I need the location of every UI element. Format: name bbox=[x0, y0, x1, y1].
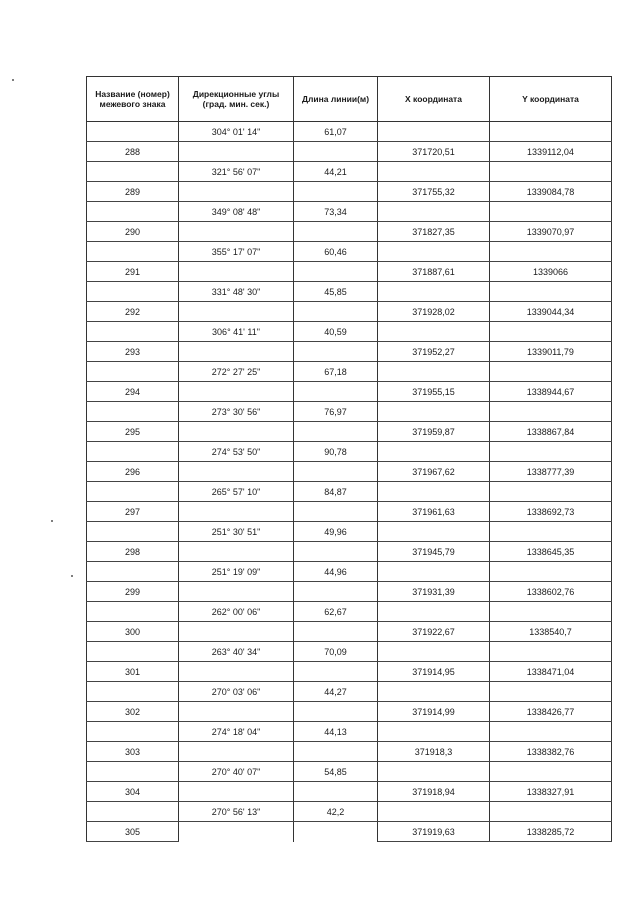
bearing-cell bbox=[179, 302, 294, 322]
bearing-cell bbox=[179, 382, 294, 402]
marker-row bbox=[87, 702, 612, 722]
bearing-cell bbox=[179, 742, 294, 762]
y-coordinate-cell bbox=[490, 362, 612, 382]
bearing-cell bbox=[179, 822, 294, 842]
length-cell: 44,96 bbox=[294, 562, 378, 582]
bearing-cell: 306° 41' 11" bbox=[179, 322, 294, 342]
bearing-cell: 274° 18' 04" bbox=[179, 722, 294, 742]
y-coordinate-cell bbox=[490, 802, 612, 822]
x-coordinate-cell bbox=[378, 402, 490, 422]
y-coordinate-cell: 1338327,91 bbox=[490, 782, 612, 802]
table-body bbox=[87, 122, 612, 842]
marker-row bbox=[87, 822, 612, 842]
marker-name-cell: 293 bbox=[87, 342, 179, 362]
bearing-cell: 304° 01' 14" bbox=[179, 122, 294, 142]
segment-row bbox=[87, 562, 612, 582]
length-cell bbox=[294, 382, 378, 402]
marker-name-cell bbox=[87, 602, 179, 622]
marker-name-cell: 291 bbox=[87, 262, 179, 282]
segment-row bbox=[87, 722, 612, 742]
marker-name-cell: 296 bbox=[87, 462, 179, 482]
marker-name-cell bbox=[87, 322, 179, 342]
x-coordinate-cell: 371887,61 bbox=[378, 262, 490, 282]
x-coordinate-cell bbox=[378, 602, 490, 622]
x-coordinate-cell bbox=[378, 282, 490, 302]
length-cell bbox=[294, 342, 378, 362]
y-coordinate-cell: 1339066 bbox=[490, 262, 612, 282]
bearing-cell: 321° 56' 07" bbox=[179, 162, 294, 182]
table-header bbox=[87, 77, 612, 122]
bearing-cell bbox=[179, 262, 294, 282]
bearing-cell: 349° 08' 48" bbox=[179, 202, 294, 222]
y-coordinate-cell: 1338867,84 bbox=[490, 422, 612, 442]
bearing-cell bbox=[179, 422, 294, 442]
bearing-cell bbox=[179, 222, 294, 242]
x-coordinate-cell: 371967,62 bbox=[378, 462, 490, 482]
marker-name-cell bbox=[87, 802, 179, 822]
x-coordinate-cell bbox=[378, 722, 490, 742]
segment-row bbox=[87, 362, 612, 382]
y-coordinate-cell: 1339044,34 bbox=[490, 302, 612, 322]
bearing-cell bbox=[179, 342, 294, 362]
bearing-cell: 251° 30' 51" bbox=[179, 522, 294, 542]
length-cell bbox=[294, 782, 378, 802]
length-cell bbox=[294, 622, 378, 642]
marker-name-cell bbox=[87, 522, 179, 542]
marker-name-cell: 298 bbox=[87, 542, 179, 562]
bearing-cell: 273° 30' 56" bbox=[179, 402, 294, 422]
x-coordinate-cell: 371827,35 bbox=[378, 222, 490, 242]
length-cell: 42,2 bbox=[294, 802, 378, 822]
bearing-cell: 355° 17' 07" bbox=[179, 242, 294, 262]
scan-speck bbox=[12, 79, 14, 81]
segment-row bbox=[87, 442, 612, 462]
x-coordinate-cell: 371918,94 bbox=[378, 782, 490, 802]
bearing-cell: 262° 00' 06" bbox=[179, 602, 294, 622]
y-coordinate-cell bbox=[490, 762, 612, 782]
marker-row bbox=[87, 462, 612, 482]
marker-name-cell bbox=[87, 762, 179, 782]
bearing-cell: 274° 53' 50" bbox=[179, 442, 294, 462]
y-coordinate-cell bbox=[490, 482, 612, 502]
x-coordinate-cell bbox=[378, 162, 490, 182]
y-coordinate-cell: 1338777,39 bbox=[490, 462, 612, 482]
bearing-cell: 270° 56' 13" bbox=[179, 802, 294, 822]
x-coordinate-cell bbox=[378, 802, 490, 822]
y-coordinate-cell bbox=[490, 242, 612, 262]
marker-name-cell: 301 bbox=[87, 662, 179, 682]
y-coordinate-cell bbox=[490, 322, 612, 342]
length-cell: 84,87 bbox=[294, 482, 378, 502]
x-coordinate-cell: 371914,95 bbox=[378, 662, 490, 682]
x-coordinate-cell bbox=[378, 362, 490, 382]
marker-name-cell: 292 bbox=[87, 302, 179, 322]
x-coordinate-cell: 371755,32 bbox=[378, 182, 490, 202]
y-coordinate-cell: 1338602,76 bbox=[490, 582, 612, 602]
x-coordinate-cell: 371955,15 bbox=[378, 382, 490, 402]
segment-row bbox=[87, 482, 612, 502]
marker-name-cell: 303 bbox=[87, 742, 179, 762]
y-coordinate-cell: 1338944,67 bbox=[490, 382, 612, 402]
marker-name-cell bbox=[87, 362, 179, 382]
segment-row bbox=[87, 162, 612, 182]
y-coordinate-cell: 1338285,72 bbox=[490, 822, 612, 842]
segment-row bbox=[87, 202, 612, 222]
marker-name-cell: 289 bbox=[87, 182, 179, 202]
length-cell: 44,27 bbox=[294, 682, 378, 702]
header-bearing: Дирекционные углы (град. мин. сек.) bbox=[179, 77, 294, 122]
y-coordinate-cell bbox=[490, 442, 612, 462]
length-cell bbox=[294, 702, 378, 722]
marker-name-cell: 290 bbox=[87, 222, 179, 242]
marker-name-cell bbox=[87, 402, 179, 422]
bearing-cell bbox=[179, 702, 294, 722]
length-cell bbox=[294, 502, 378, 522]
marker-name-cell bbox=[87, 202, 179, 222]
bearing-cell bbox=[179, 662, 294, 682]
x-coordinate-cell bbox=[378, 682, 490, 702]
marker-row bbox=[87, 342, 612, 362]
marker-row bbox=[87, 182, 612, 202]
y-coordinate-cell bbox=[490, 562, 612, 582]
header-row bbox=[87, 77, 612, 122]
marker-name-cell bbox=[87, 122, 179, 142]
y-coordinate-cell: 1338692,73 bbox=[490, 502, 612, 522]
x-coordinate-cell bbox=[378, 762, 490, 782]
segment-row bbox=[87, 282, 612, 302]
bearing-cell: 272° 27' 25" bbox=[179, 362, 294, 382]
length-cell: 54,85 bbox=[294, 762, 378, 782]
length-cell: 40,59 bbox=[294, 322, 378, 342]
length-cell bbox=[294, 582, 378, 602]
bearing-cell: 270° 40' 07" bbox=[179, 762, 294, 782]
bearing-cell bbox=[179, 502, 294, 522]
length-cell bbox=[294, 662, 378, 682]
length-cell: 73,34 bbox=[294, 202, 378, 222]
x-coordinate-cell bbox=[378, 442, 490, 462]
marker-row bbox=[87, 502, 612, 522]
bearing-cell: 265° 57' 10" bbox=[179, 482, 294, 502]
x-coordinate-cell: 371720,51 bbox=[378, 142, 490, 162]
y-coordinate-cell bbox=[490, 642, 612, 662]
marker-name-cell bbox=[87, 242, 179, 262]
length-cell bbox=[294, 182, 378, 202]
length-cell bbox=[294, 822, 378, 842]
x-coordinate-cell: 371961,63 bbox=[378, 502, 490, 522]
header-x-coordinate: X координата bbox=[378, 77, 490, 122]
marker-row bbox=[87, 142, 612, 162]
x-coordinate-cell bbox=[378, 242, 490, 262]
y-coordinate-cell bbox=[490, 602, 612, 622]
marker-row bbox=[87, 582, 612, 602]
length-cell: 76,97 bbox=[294, 402, 378, 422]
x-coordinate-cell bbox=[378, 122, 490, 142]
segment-row bbox=[87, 242, 612, 262]
y-coordinate-cell bbox=[490, 682, 612, 702]
coordinates-table bbox=[86, 76, 612, 842]
length-cell: 44,13 bbox=[294, 722, 378, 742]
bearing-cell bbox=[179, 622, 294, 642]
marker-name-cell: 295 bbox=[87, 422, 179, 442]
x-coordinate-cell bbox=[378, 482, 490, 502]
length-cell bbox=[294, 222, 378, 242]
x-coordinate-cell bbox=[378, 522, 490, 542]
segment-row bbox=[87, 522, 612, 542]
y-coordinate-cell bbox=[490, 522, 612, 542]
y-coordinate-cell bbox=[490, 122, 612, 142]
marker-name-cell: 300 bbox=[87, 622, 179, 642]
marker-name-cell bbox=[87, 482, 179, 502]
y-coordinate-cell bbox=[490, 722, 612, 742]
y-coordinate-cell: 1339070,97 bbox=[490, 222, 612, 242]
y-coordinate-cell: 1338426,77 bbox=[490, 702, 612, 722]
length-cell bbox=[294, 462, 378, 482]
bearing-cell bbox=[179, 142, 294, 162]
length-cell: 44,21 bbox=[294, 162, 378, 182]
length-cell: 60,46 bbox=[294, 242, 378, 262]
length-cell bbox=[294, 422, 378, 442]
marker-name-cell bbox=[87, 162, 179, 182]
length-cell bbox=[294, 142, 378, 162]
x-coordinate-cell: 371914,99 bbox=[378, 702, 490, 722]
x-coordinate-cell: 371959,87 bbox=[378, 422, 490, 442]
marker-name-cell bbox=[87, 682, 179, 702]
x-coordinate-cell bbox=[378, 642, 490, 662]
y-coordinate-cell: 1339011,79 bbox=[490, 342, 612, 362]
length-cell bbox=[294, 302, 378, 322]
y-coordinate-cell: 1338382,76 bbox=[490, 742, 612, 762]
bearing-cell bbox=[179, 462, 294, 482]
marker-name-cell bbox=[87, 442, 179, 462]
y-coordinate-cell bbox=[490, 162, 612, 182]
marker-row bbox=[87, 262, 612, 282]
marker-name-cell: 305 bbox=[87, 822, 179, 842]
y-coordinate-cell: 1339112,04 bbox=[490, 142, 612, 162]
bearing-cell: 331° 48' 30" bbox=[179, 282, 294, 302]
marker-row bbox=[87, 622, 612, 642]
y-coordinate-cell: 1338471,04 bbox=[490, 662, 612, 682]
header-y-coordinate: Y координата bbox=[490, 77, 612, 122]
length-cell: 90,78 bbox=[294, 442, 378, 462]
x-coordinate-cell: 371918,3 bbox=[378, 742, 490, 762]
bearing-cell bbox=[179, 782, 294, 802]
y-coordinate-cell: 1339084,78 bbox=[490, 182, 612, 202]
x-coordinate-cell: 371952,27 bbox=[378, 342, 490, 362]
bearing-cell: 251° 19' 09" bbox=[179, 562, 294, 582]
length-cell bbox=[294, 262, 378, 282]
marker-name-cell: 288 bbox=[87, 142, 179, 162]
marker-name-cell: 294 bbox=[87, 382, 179, 402]
x-coordinate-cell bbox=[378, 202, 490, 222]
x-coordinate-cell bbox=[378, 322, 490, 342]
bearing-cell bbox=[179, 182, 294, 202]
scan-speck bbox=[71, 575, 73, 577]
marker-name-cell bbox=[87, 282, 179, 302]
bearing-cell bbox=[179, 582, 294, 602]
marker-row bbox=[87, 382, 612, 402]
segment-row bbox=[87, 602, 612, 622]
marker-name-cell: 297 bbox=[87, 502, 179, 522]
marker-name-cell: 302 bbox=[87, 702, 179, 722]
scan-speck bbox=[51, 520, 53, 522]
segment-row bbox=[87, 762, 612, 782]
segment-row bbox=[87, 642, 612, 662]
bearing-cell: 270° 03' 06" bbox=[179, 682, 294, 702]
marker-name-cell bbox=[87, 562, 179, 582]
y-coordinate-cell: 1338540,7 bbox=[490, 622, 612, 642]
marker-name-cell bbox=[87, 642, 179, 662]
header-length: Длина линии(м) bbox=[294, 77, 378, 122]
y-coordinate-cell bbox=[490, 282, 612, 302]
y-coordinate-cell: 1338645,35 bbox=[490, 542, 612, 562]
y-coordinate-cell bbox=[490, 202, 612, 222]
x-coordinate-cell: 371931,39 bbox=[378, 582, 490, 602]
bearing-cell: 263° 40' 34" bbox=[179, 642, 294, 662]
marker-name-cell: 304 bbox=[87, 782, 179, 802]
segment-row bbox=[87, 802, 612, 822]
length-cell: 45,85 bbox=[294, 282, 378, 302]
length-cell: 67,18 bbox=[294, 362, 378, 382]
marker-row bbox=[87, 542, 612, 562]
x-coordinate-cell: 371928,02 bbox=[378, 302, 490, 322]
length-cell bbox=[294, 542, 378, 562]
segment-row bbox=[87, 122, 612, 142]
x-coordinate-cell: 371922,67 bbox=[378, 622, 490, 642]
length-cell: 62,67 bbox=[294, 602, 378, 622]
length-cell: 49,96 bbox=[294, 522, 378, 542]
segment-row bbox=[87, 402, 612, 422]
marker-row bbox=[87, 662, 612, 682]
length-cell bbox=[294, 742, 378, 762]
marker-row bbox=[87, 742, 612, 762]
marker-row bbox=[87, 302, 612, 322]
length-cell: 61,07 bbox=[294, 122, 378, 142]
length-cell: 70,09 bbox=[294, 642, 378, 662]
marker-name-cell: 299 bbox=[87, 582, 179, 602]
x-coordinate-cell: 371945,79 bbox=[378, 542, 490, 562]
y-coordinate-cell bbox=[490, 402, 612, 422]
segment-row bbox=[87, 322, 612, 342]
marker-row bbox=[87, 782, 612, 802]
x-coordinate-cell: 371919,63 bbox=[378, 822, 490, 842]
header-marker-name: Название (номер) межевого знака bbox=[87, 77, 179, 122]
marker-row bbox=[87, 222, 612, 242]
segment-row bbox=[87, 682, 612, 702]
bearing-cell bbox=[179, 542, 294, 562]
marker-name-cell bbox=[87, 722, 179, 742]
marker-row bbox=[87, 422, 612, 442]
x-coordinate-cell bbox=[378, 562, 490, 582]
